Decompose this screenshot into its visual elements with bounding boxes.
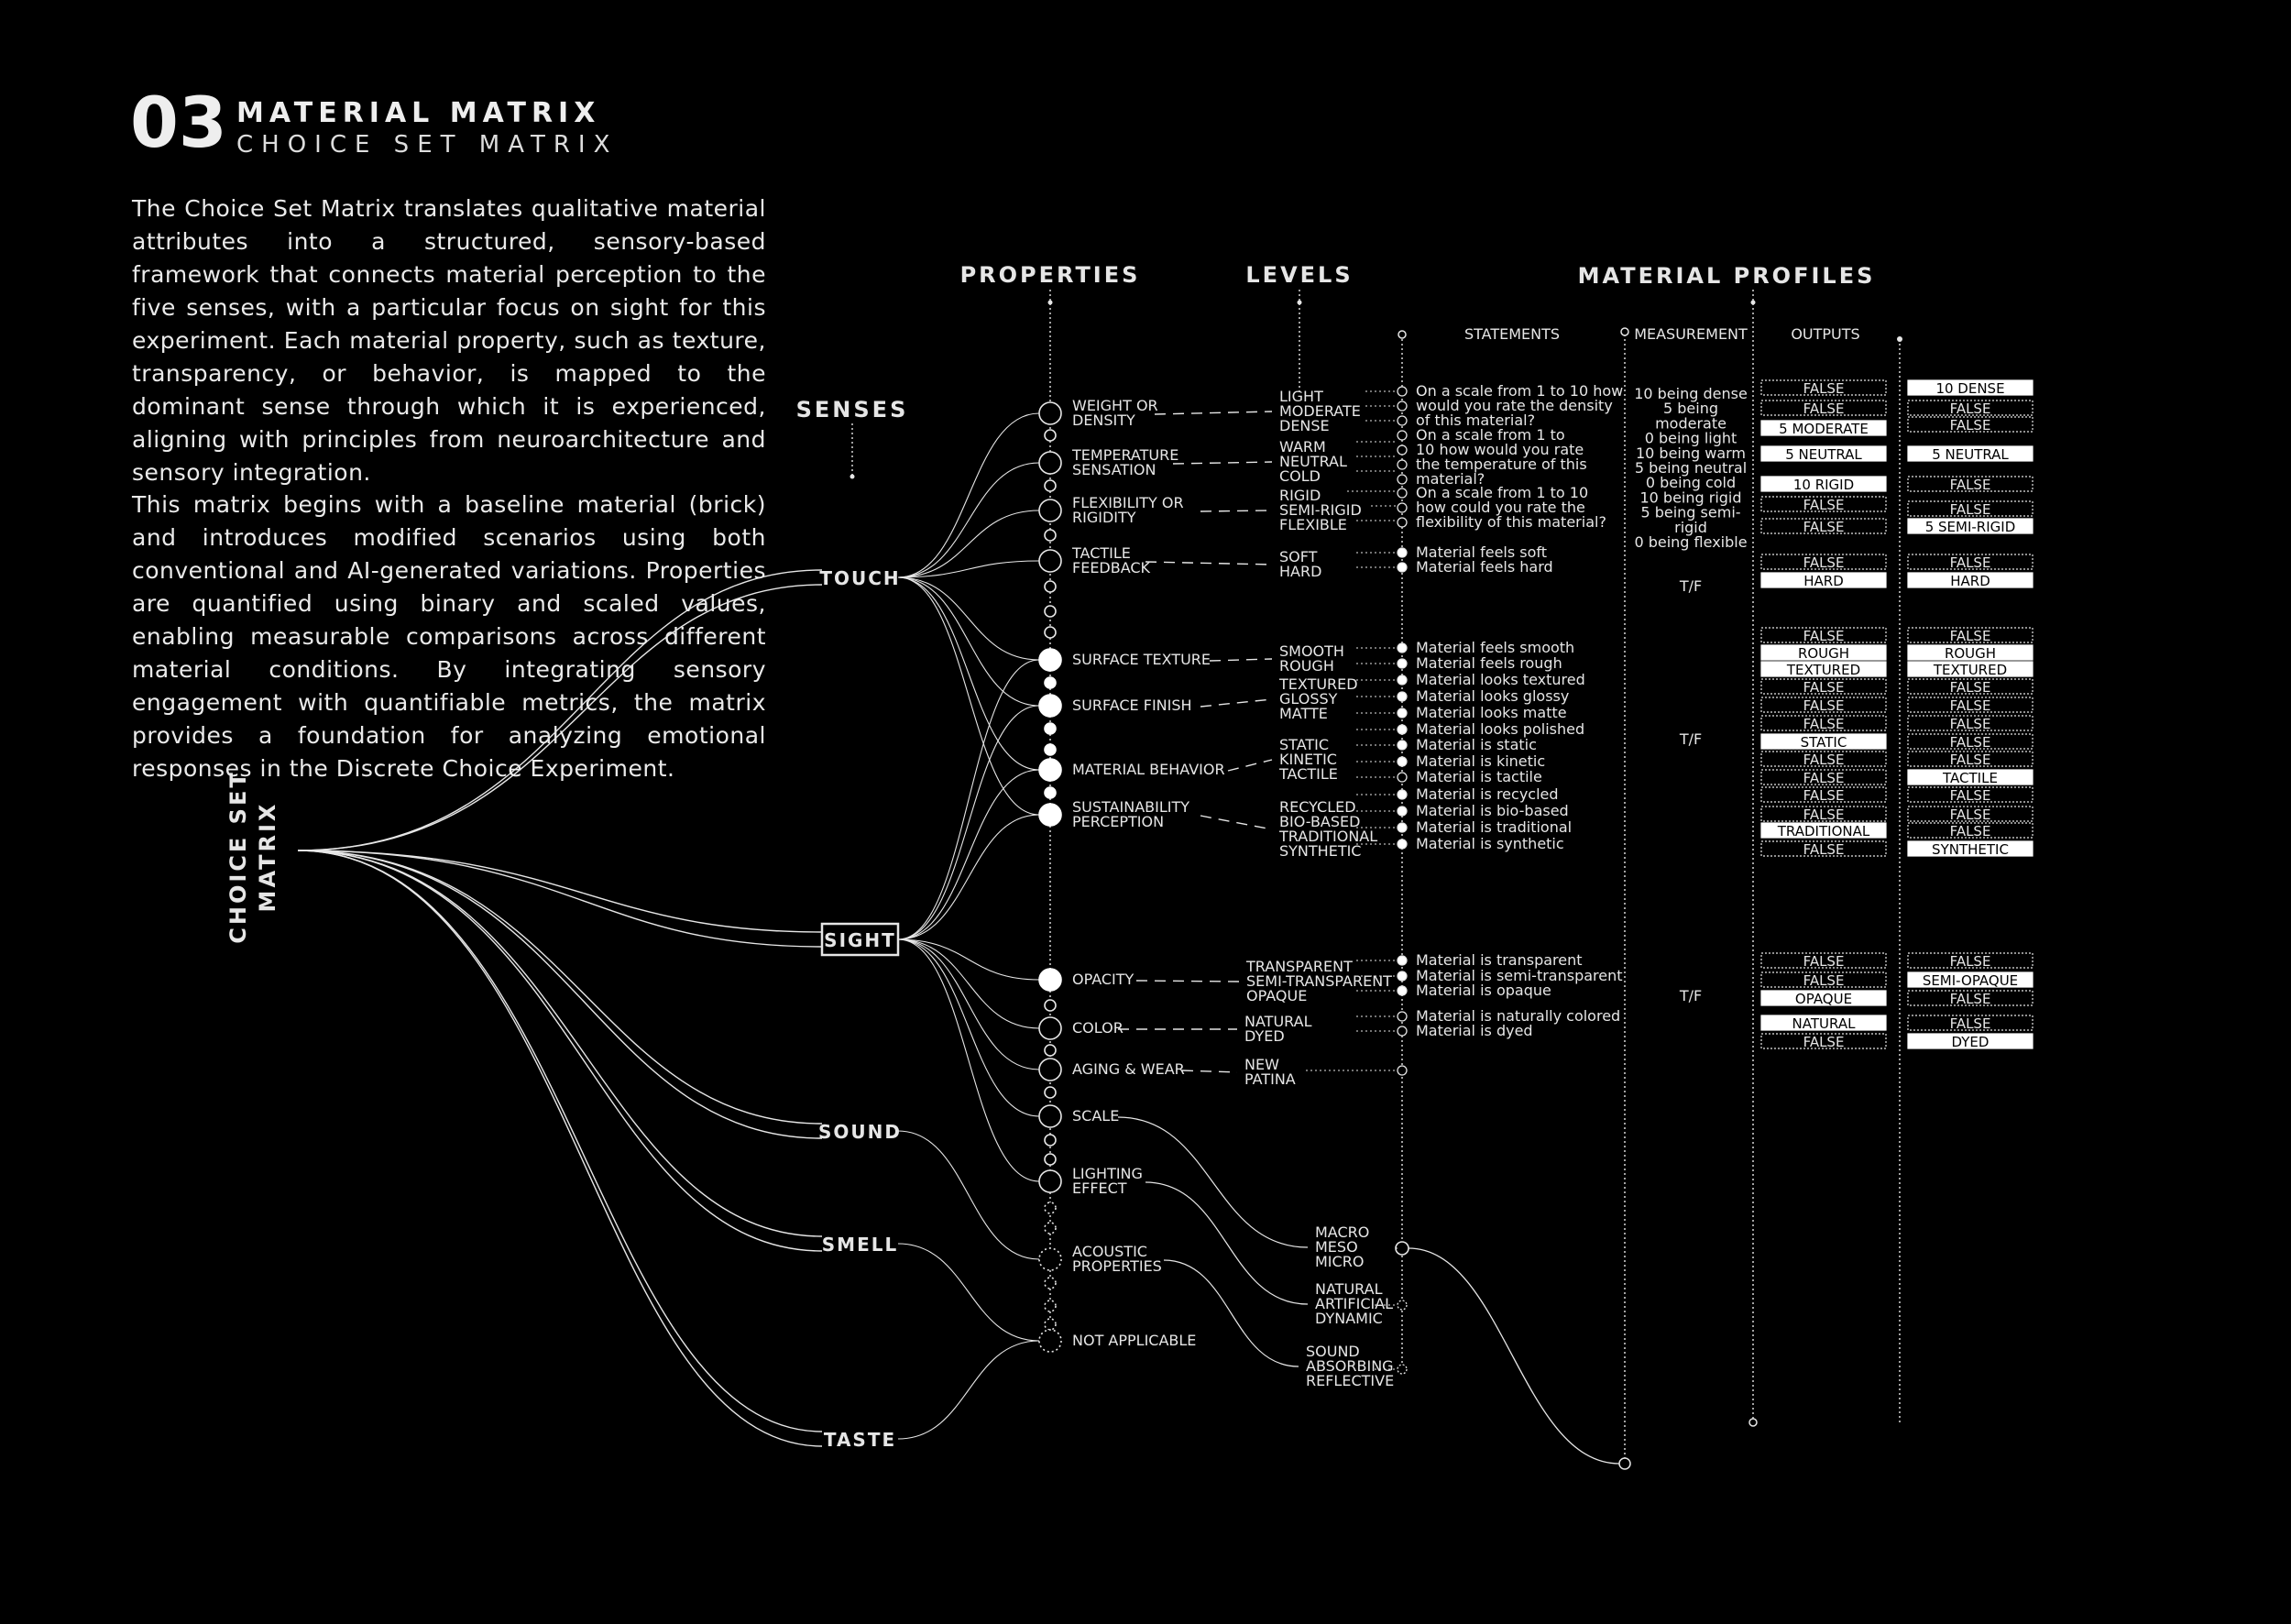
levels-header-dot — [1298, 301, 1302, 305]
property-node — [1039, 1170, 1061, 1192]
sense-property-link — [898, 1244, 1039, 1341]
output-col2-cell-text: FALSE — [1949, 1015, 1991, 1032]
statement-dot — [1398, 807, 1407, 816]
scale-statement: would you rate the density — [1416, 397, 1613, 414]
statement-text: Material is naturally colored — [1416, 1007, 1621, 1025]
output-col1-cell-text: TRADITIONAL — [1777, 823, 1870, 839]
sense-property-link — [898, 660, 1039, 939]
level-label: NATURAL — [1244, 1013, 1312, 1030]
output-col1-cell-text: FALSE — [1803, 401, 1845, 417]
output-col1-cell-text: 5 NEUTRAL — [1785, 446, 1862, 463]
scale-statement: 10 how would you rate — [1416, 441, 1584, 458]
statement-dot — [1398, 518, 1407, 527]
output-col1-cell-text: FALSE — [1803, 787, 1845, 804]
measurement-tf: T/F — [1679, 577, 1703, 595]
sense-property-link — [898, 577, 1039, 815]
sense-ribbon — [298, 850, 822, 1124]
statement-text: Material is traditional — [1416, 818, 1573, 836]
output-col1-cell-text: FALSE — [1803, 1034, 1845, 1050]
level-label: ARTIFICIAL — [1315, 1295, 1394, 1312]
measurement-text: 5 being semi- — [1640, 503, 1741, 521]
output-col1-cell-text: 5 MODERATE — [1779, 421, 1869, 437]
property-minor-dot — [1045, 480, 1056, 491]
measurement-text: 10 being rigid — [1639, 488, 1742, 507]
intro-paragraph-1: The Choice Set Matrix translates qualitative material attributes into a structured, sensory-based framework that connects material perception to the five senses, with a particular focus on sight for this experiment. Each material property, such as texture, transparency, or behavior, is mapped to the dominant sense through which it is experienced, aligning with principles from neuroarchitecture and sensory integration. — [132, 195, 766, 486]
statement-text: Material feels rough — [1416, 654, 1562, 672]
properties-header-dot — [1048, 301, 1053, 305]
level-label: NEUTRAL — [1279, 453, 1347, 470]
output-col1-cell-text: ROUGH — [1797, 645, 1850, 662]
scale-statement: On a scale from 1 to 10 — [1416, 484, 1589, 501]
sense-label: SMELL — [821, 1234, 899, 1256]
property-level-link — [1200, 510, 1272, 511]
statement-text: Material looks matte — [1416, 704, 1567, 721]
property-node — [1039, 1105, 1061, 1127]
property-label: EFFECT — [1072, 1180, 1127, 1197]
property-label: SENSATION — [1072, 461, 1156, 478]
statement-text: Material is opaque — [1416, 982, 1551, 999]
level-label: SYNTHETIC — [1279, 842, 1362, 860]
property-label: TACTILE — [1072, 544, 1131, 562]
sense-property-link — [898, 463, 1039, 577]
property-label: SURFACE TEXTURE — [1072, 651, 1211, 668]
output-col2-cell-text: FALSE — [1949, 697, 1991, 714]
output-col2-cell-text: FALSE — [1949, 953, 1991, 970]
sense-ribbon — [298, 850, 822, 1138]
property-minor-dot — [1045, 1223, 1056, 1234]
property-minor-dot — [1045, 723, 1056, 734]
property-node — [1039, 402, 1061, 424]
output-col2-cell-text: FALSE — [1949, 501, 1991, 518]
statement-dot — [1398, 839, 1407, 849]
sense-property-link — [898, 1131, 1039, 1259]
property-minor-dot — [1045, 530, 1056, 541]
sense-label: TASTE — [823, 1429, 897, 1451]
output-col2-cell-text: HARD — [1950, 573, 1990, 589]
output-col1-cell-text: FALSE — [1803, 628, 1845, 644]
statement-text: Material looks polished — [1416, 720, 1585, 738]
statement-dot — [1398, 643, 1407, 653]
sense-property-link — [898, 770, 1039, 939]
property-minor-dot — [1045, 1278, 1056, 1289]
output-col1-cell-text: STATIC — [1800, 734, 1847, 751]
property-level-link — [1164, 1260, 1299, 1366]
statement-text: Material is kinetic — [1416, 752, 1546, 770]
sense-property-link — [898, 939, 1039, 1028]
levels-header: LEVELS — [1245, 262, 1354, 288]
measurement-text: rigid — [1674, 518, 1707, 536]
statement-dot — [1398, 445, 1407, 455]
property-label: MATERIAL BEHAVIOR — [1072, 761, 1225, 778]
statement-dot — [1398, 431, 1407, 440]
output-col1-cell-text: FALSE — [1803, 716, 1845, 732]
output-col1-cell-text: FALSE — [1803, 679, 1845, 696]
statement-dot — [1398, 971, 1407, 981]
statement-dot — [1398, 741, 1407, 750]
property-level-link — [1182, 1070, 1237, 1072]
root-label: MATRIX — [255, 801, 280, 913]
measurement-header: MEASUREMENT — [1634, 325, 1748, 343]
statement-dot — [1398, 1300, 1407, 1310]
level-label: MESO — [1315, 1238, 1358, 1256]
statement-dot — [1398, 475, 1407, 484]
property-label: COLOR — [1072, 1019, 1124, 1037]
intro-paragraph-2: This matrix begins with a baseline material (brick) and introduces modified scenarios using both conventional and AI-generated variations. Properties are quantified using binary and scaled values, enabling measurable comparisons across different material conditions. By integrating sensory engagement with quantifiable metrics, the matrix provides a foundation for analyzing emotional responses in the Discrete Choice Experiment. — [132, 491, 766, 782]
output-col1-cell-text: FALSE — [1803, 554, 1845, 571]
output-col2-cell-text: FALSE — [1949, 401, 1991, 417]
sense-label: TOUCH — [819, 567, 901, 589]
statement-dot — [1398, 563, 1407, 572]
level-label: MODERATE — [1279, 402, 1361, 420]
output-col1-cell-text: FALSE — [1803, 697, 1845, 714]
output-col2-cell-text: SEMI-OPAQUE — [1922, 972, 2019, 989]
output-col1-cell-text: FALSE — [1803, 770, 1845, 786]
statement-dot — [1398, 1026, 1407, 1036]
properties-header: PROPERTIES — [959, 262, 1141, 288]
level-label: NEW — [1244, 1056, 1279, 1073]
output-col2-cell-text: FALSE — [1949, 679, 1991, 696]
level-label: MATTE — [1279, 705, 1328, 722]
property-label: NOT APPLICABLE — [1072, 1332, 1197, 1349]
scale-statement: how could you rate the — [1416, 499, 1585, 516]
property-level-link — [1200, 816, 1272, 829]
level-label: DENSE — [1279, 417, 1330, 434]
property-minor-dot — [1045, 1087, 1056, 1098]
statement-dot — [1398, 956, 1407, 965]
property-level-link — [1200, 699, 1272, 707]
output-col1-cell-text: OPAQUE — [1794, 991, 1853, 1007]
scale-statement: of this material? — [1416, 411, 1536, 429]
sense-ribbon — [298, 850, 822, 1236]
statement-text: Material is semi-transparent — [1416, 967, 1623, 984]
measurement-text: 0 being cold — [1645, 474, 1737, 492]
property-minor-dot — [1045, 1045, 1056, 1056]
property-minor-dot — [1045, 1154, 1056, 1165]
statement-dot — [1398, 548, 1407, 557]
statement-text: Material is dyed — [1416, 1022, 1533, 1039]
sense-property-link — [898, 1341, 1039, 1439]
level-label: TACTILE — [1279, 765, 1338, 783]
property-label: WEIGHT OR — [1072, 397, 1158, 414]
measurement-text: 0 being flexible — [1634, 533, 1748, 551]
output-col2-cell-text: FALSE — [1949, 823, 1991, 839]
output-col2-cell-text: 5 NEUTRAL — [1932, 446, 2009, 463]
statement-dot — [1398, 460, 1407, 469]
level-label: OPAQUE — [1246, 987, 1308, 1004]
sense-property-link — [898, 939, 1039, 1070]
level-label: NATURAL — [1315, 1280, 1383, 1298]
output-col1-cell-text: FALSE — [1803, 972, 1845, 989]
statement-dot — [1398, 503, 1407, 512]
level-label: TEXTURED — [1279, 675, 1358, 693]
property-node — [1039, 969, 1061, 991]
output-col2-cell-text: FALSE — [1949, 807, 1991, 823]
outputs-spine-bottom — [1749, 1419, 1757, 1426]
property-level-link — [1173, 462, 1272, 464]
property-level-link — [1210, 659, 1272, 661]
statement-dot — [1398, 986, 1407, 995]
output-col1-cell-text: FALSE — [1803, 752, 1845, 768]
output-col2-cell-text: FALSE — [1949, 628, 1991, 644]
sense-property-link — [898, 939, 1039, 1116]
property-node — [1039, 759, 1061, 781]
outputs-spine-2-dot — [1897, 336, 1902, 342]
section-subtitle: CHOICE SET MATRIX — [236, 131, 619, 159]
sense-property-link — [898, 815, 1039, 939]
property-label: PERCEPTION — [1072, 813, 1165, 830]
measurement-text: moderate — [1655, 414, 1726, 433]
output-col1-cell-text: 10 RIGID — [1792, 477, 1855, 493]
output-col2-cell-text: TACTILE — [1943, 770, 1998, 786]
level-label: ROUGH — [1279, 657, 1334, 675]
property-label: OPACITY — [1072, 971, 1135, 988]
property-label: ACOUSTIC — [1072, 1243, 1147, 1260]
output-col1-cell-text: HARD — [1803, 573, 1844, 589]
output-col1-cell-text: FALSE — [1803, 841, 1845, 858]
sense-label: SOUND — [818, 1121, 902, 1143]
statements-spine-top — [1398, 331, 1406, 338]
scale-statement: material? — [1416, 470, 1485, 488]
property-minor-dot — [1045, 1319, 1056, 1330]
senses-header-dot — [850, 475, 855, 479]
property-label: FLEXIBILITY OR — [1072, 494, 1184, 511]
property-label: SUSTAINABILITY — [1072, 798, 1190, 816]
sense-ribbon — [298, 850, 822, 947]
statement-dot — [1398, 401, 1407, 411]
statement-text: Material is transparent — [1416, 951, 1583, 969]
statement-text: Material looks textured — [1416, 671, 1585, 688]
output-col2-cell-text: FALSE — [1949, 991, 1991, 1007]
property-minor-dot — [1045, 1000, 1056, 1011]
statement-dot — [1398, 675, 1407, 685]
statement-dot — [1398, 773, 1407, 782]
level-label: SMOOTH — [1279, 642, 1344, 660]
output-col2-cell-text: FALSE — [1949, 554, 1991, 571]
property-minor-dot — [1045, 581, 1056, 592]
output-col1-cell-text: FALSE — [1803, 380, 1845, 397]
statement-dot — [1398, 692, 1407, 701]
level-label: TRANSPARENT — [1246, 958, 1353, 975]
property-label: FEEDBACK — [1072, 559, 1151, 576]
property-label: SCALE — [1072, 1107, 1120, 1125]
senses-header: SENSES — [795, 397, 909, 422]
statement-dot — [1398, 1066, 1407, 1075]
level-label: PATINA — [1244, 1070, 1296, 1088]
output-col1-cell-text: FALSE — [1803, 807, 1845, 823]
level-label: MICRO — [1315, 1253, 1365, 1270]
statement-dot — [1398, 790, 1407, 799]
sense-property-link — [898, 939, 1039, 1181]
output-col2-cell-text: FALSE — [1949, 734, 1991, 751]
statement-text: Material feels smooth — [1416, 639, 1575, 656]
sense-ribbon — [298, 850, 822, 1446]
measurement-text: 0 being light — [1644, 429, 1737, 447]
level-label: RECYCLED — [1279, 798, 1356, 816]
measurement-text: 5 being — [1662, 400, 1719, 418]
sense-property-link — [898, 706, 1039, 939]
level-label: FLEXIBLE — [1279, 516, 1347, 533]
property-minor-dot — [1045, 1300, 1056, 1311]
statement-dot — [1398, 823, 1407, 832]
property-node — [1039, 1248, 1061, 1270]
property-node — [1039, 1059, 1061, 1081]
property-node — [1039, 452, 1061, 474]
property-label: TEMPERATURE — [1072, 446, 1179, 464]
output-col2-cell-text: FALSE — [1949, 787, 1991, 804]
scale-statement: flexibility of this material? — [1416, 513, 1606, 531]
level-label: MACRO — [1315, 1223, 1370, 1241]
measurement-tf: T/F — [1679, 730, 1703, 748]
statement-text: Material is bio-based — [1416, 802, 1569, 819]
sense-property-link — [898, 413, 1039, 577]
measurement-tf: T/F — [1679, 987, 1703, 1004]
measurement-spine-top — [1621, 328, 1628, 335]
statement-dot — [1398, 725, 1407, 734]
property-node — [1039, 649, 1061, 671]
output-col2-cell-text: FALSE — [1949, 417, 1991, 433]
statement-dot — [1398, 488, 1407, 498]
property-node — [1039, 695, 1061, 717]
property-minor-dot — [1045, 430, 1056, 441]
output-col1-cell-text: FALSE — [1803, 519, 1845, 535]
output-col1-cell-text: FALSE — [1803, 953, 1845, 970]
property-minor-dot — [1045, 1202, 1056, 1213]
statement-text: Material feels soft — [1416, 543, 1548, 561]
level-label: DYNAMIC — [1315, 1310, 1383, 1327]
property-label: SURFACE FINISH — [1072, 697, 1192, 714]
property-minor-dot — [1045, 1135, 1056, 1146]
property-minor-dot — [1045, 606, 1056, 617]
level-label: DYED — [1244, 1027, 1285, 1045]
property-minor-dot — [1045, 677, 1056, 688]
statement-text: Material looks glossy — [1416, 687, 1570, 705]
level-label: COLD — [1279, 467, 1321, 485]
property-minor-dot — [1045, 744, 1056, 755]
level-label: SOUND — [1306, 1343, 1360, 1360]
statement-measure-link — [1409, 1248, 1619, 1464]
outputs-header: OUTPUTS — [1791, 325, 1860, 343]
section-title: MATERIAL MATRIX — [236, 97, 601, 129]
level-label: LIGHT — [1279, 388, 1323, 405]
output-col1-cell-text: TEXTURED — [1786, 662, 1861, 678]
property-minor-dot — [1045, 627, 1056, 638]
property-minor-dot — [1045, 787, 1056, 798]
profiles-header: MATERIAL PROFILES — [1577, 263, 1876, 289]
sense-property-link — [898, 577, 1039, 770]
property-label: DENSITY — [1072, 411, 1135, 429]
measurement-spine-bottom — [1619, 1458, 1630, 1469]
level-label: GLOSSY — [1279, 690, 1338, 708]
property-node — [1039, 804, 1061, 826]
output-col2-cell-text: 10 DENSE — [1935, 380, 2005, 397]
level-label: STATIC — [1279, 736, 1330, 753]
statement-dot — [1398, 757, 1407, 766]
statement-dot — [1398, 659, 1407, 668]
output-col2-cell-text: TEXTURED — [1933, 662, 2008, 678]
level-label: TRADITIONAL — [1279, 828, 1378, 845]
statement-text: Material is tactile — [1416, 768, 1542, 785]
sense-property-link — [898, 577, 1039, 706]
property-node — [1039, 1330, 1061, 1352]
output-col2-cell-text: FALSE — [1949, 716, 1991, 732]
property-node — [1039, 499, 1061, 521]
level-label: HARD — [1279, 563, 1322, 580]
scale-statement: the temperature of this — [1416, 455, 1587, 473]
statement-dot — [1398, 416, 1407, 425]
section-number: 03 — [130, 82, 227, 163]
statement-dot — [1398, 708, 1407, 718]
property-label: LIGHTING — [1072, 1165, 1143, 1182]
statement-text: Material is synthetic — [1416, 835, 1564, 852]
scale-statement: On a scale from 1 to — [1416, 426, 1565, 444]
output-col1-cell-text: NATURAL — [1792, 1015, 1856, 1032]
sense-property-link — [898, 577, 1039, 660]
sense-ribbon — [298, 850, 822, 1432]
property-level-link — [1146, 562, 1272, 565]
property-label: PROPERTIES — [1072, 1257, 1162, 1275]
root-label: CHOICE SET — [225, 770, 251, 944]
measurement-text: 10 being dense — [1634, 385, 1748, 402]
scale-statement: On a scale from 1 to 10 how — [1416, 382, 1624, 400]
property-level-link — [1136, 981, 1239, 982]
output-col2-cell-text: 5 SEMI-RIGID — [1924, 519, 2016, 535]
outputs-header-dot — [1751, 301, 1756, 305]
sense-ribbon — [298, 850, 822, 1251]
level-label: WARM — [1279, 438, 1326, 455]
output-col2-cell-text: DYED — [1951, 1034, 1990, 1050]
measurement-text: 10 being warm — [1635, 444, 1747, 462]
statement-dot — [1398, 1365, 1407, 1374]
statement-dot — [1398, 1012, 1407, 1021]
property-level-link — [1155, 411, 1272, 414]
level-label: ABSORBING — [1306, 1357, 1394, 1375]
level-label: KINETIC — [1279, 751, 1337, 768]
statement-text: Material is static — [1416, 736, 1537, 753]
property-level-link — [1228, 760, 1272, 771]
output-col2-cell-text: SYNTHETIC — [1932, 841, 2009, 858]
statement-dot — [1396, 1242, 1409, 1255]
level-label: RIGID — [1279, 487, 1321, 504]
property-node — [1039, 550, 1061, 572]
sense-label: SIGHT — [824, 929, 896, 951]
property-node — [1039, 1017, 1061, 1039]
level-label: SEMI-TRANSPARENT — [1246, 972, 1392, 990]
level-label: SEMI-RIGID — [1279, 501, 1362, 519]
measurement-text: 5 being neutral — [1634, 459, 1748, 477]
statement-text: Material feels hard — [1416, 558, 1553, 576]
statements-header: STATEMENTS — [1463, 325, 1561, 343]
level-label: BIO-BASED — [1279, 813, 1361, 830]
level-label: REFLECTIVE — [1306, 1372, 1395, 1389]
output-col1-cell-text: FALSE — [1803, 497, 1845, 513]
property-label: AGING & WEAR — [1072, 1060, 1185, 1078]
property-label: RIGIDITY — [1072, 509, 1136, 526]
statement-text: Material is recycled — [1416, 785, 1559, 803]
statement-dot — [1398, 387, 1407, 396]
output-col2-cell-text: FALSE — [1949, 752, 1991, 768]
level-label: SOFT — [1279, 548, 1318, 565]
output-col2-cell-text: ROUGH — [1944, 645, 1997, 662]
output-col2-cell-text: FALSE — [1949, 477, 1991, 493]
